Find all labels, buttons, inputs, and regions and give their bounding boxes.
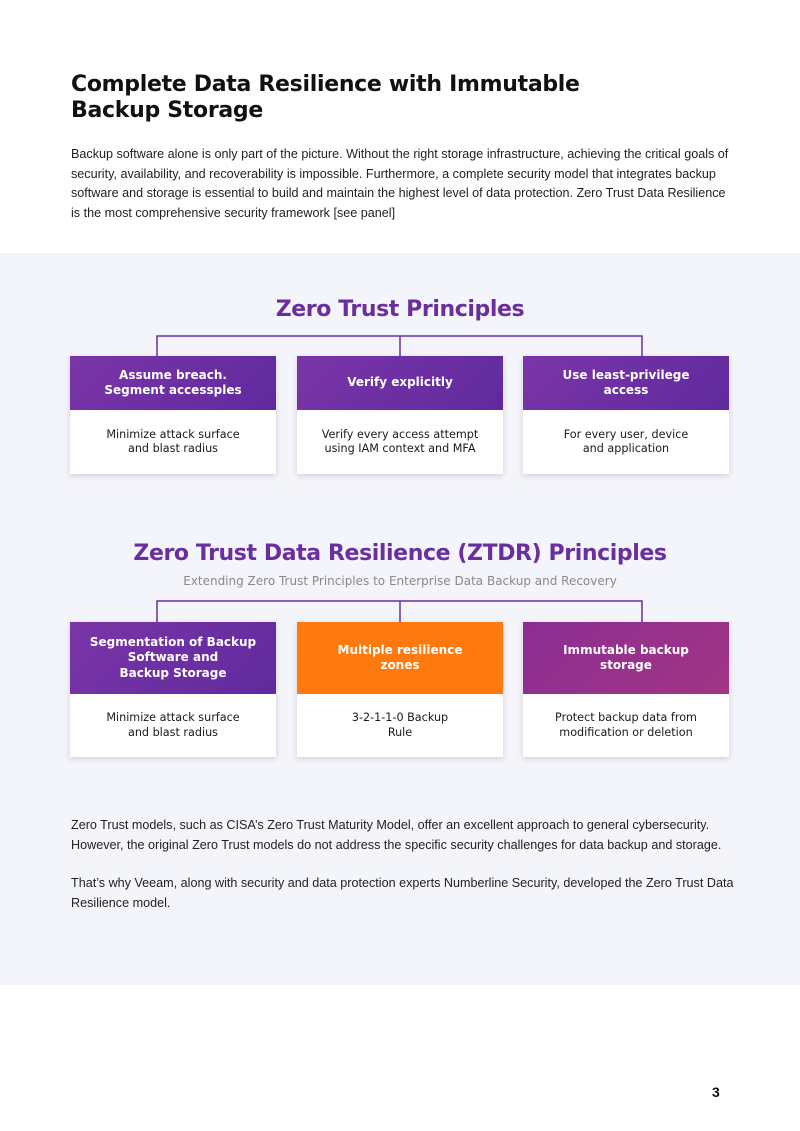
- zt-section-title: Zero Trust Principles: [275, 297, 525, 322]
- outro-paragraph-2: That’s why Veeam, along with security and data protection experts Numberline Security, developed the Zero Trust Data Resilience model.: [71, 876, 734, 910]
- ztdr-section-subtitle: Extending Zero Trust Principles to Enterprise Data Backup and Recovery: [183, 574, 617, 588]
- zt-card-header: [70, 356, 276, 410]
- ztdr-card-body: Minimize attack surface and blast radius: [106, 711, 240, 739]
- ztdr-card-body: 3-2-1-1-0 Backup Rule: [351, 711, 449, 739]
- ztdr-card-header-text: Immutable backup storage: [563, 642, 689, 672]
- ztdr-card-resilience-zones: [297, 622, 503, 757]
- zt-card-least-privilege: [523, 356, 729, 474]
- zt-card-header: [297, 356, 503, 410]
- zt-card-header-text: Use least-privilege access: [562, 367, 690, 397]
- zt-card-header-text: Verify explicitly: [347, 375, 453, 390]
- zt-card-body: Minimize attack surface and blast radius: [106, 427, 240, 455]
- intro-paragraph: Backup software alone is only part of the picture. Without the right storage infrastructure, achieving the critical goals of security, availability, and recoverability is impossible. Furthermore, a complete security model that integrates backup software and storage is essential to build and maintain the highest level of data protection. Zero Trust Data Resilience is the most comprehensive security framework [see panel]: [71, 147, 729, 220]
- zt-card-body: Verify every access attempt using IAM context and MFA: [321, 427, 479, 455]
- outro-paragraph-1: Zero Trust models, such as CISA’s Zero Trust Maturity Model, offer an excellent approach to general cybersecurity. However, the original Zero Trust models do not address the specific security challenges for data backup and storage.: [71, 818, 722, 852]
- ztdr-section-title: Zero Trust Data Resilience (ZTDR) Principles: [133, 541, 667, 566]
- ztdr-card-body: Protect backup data from modification or deletion: [555, 711, 697, 739]
- ztdr-card-header-text: Segmentation of Backup Software and Backup Storage: [89, 634, 257, 680]
- ztdr-card-header: [297, 622, 503, 694]
- ztdr-card-segmentation: [70, 622, 276, 757]
- zt-card-header-text: Assume breach. Segment accessples: [104, 367, 242, 397]
- page-title: [71, 72, 631, 124]
- zt-card-body: For every user, device and application: [563, 427, 689, 455]
- page-title-text: Complete Data Resilience with Immutable Backup Storage: [71, 72, 580, 123]
- page-number: 3: [712, 1084, 720, 1100]
- zt-card-assume-breach: [70, 356, 276, 474]
- ztdr-card-header: [523, 622, 729, 694]
- ztdr-card-immutable-storage: [523, 622, 729, 757]
- ztdr-card-header-text: Multiple resilience zones: [337, 642, 463, 672]
- ztdr-card-header: [70, 622, 276, 694]
- zt-card-header: [523, 356, 729, 410]
- zt-card-verify-explicitly: [297, 356, 503, 474]
